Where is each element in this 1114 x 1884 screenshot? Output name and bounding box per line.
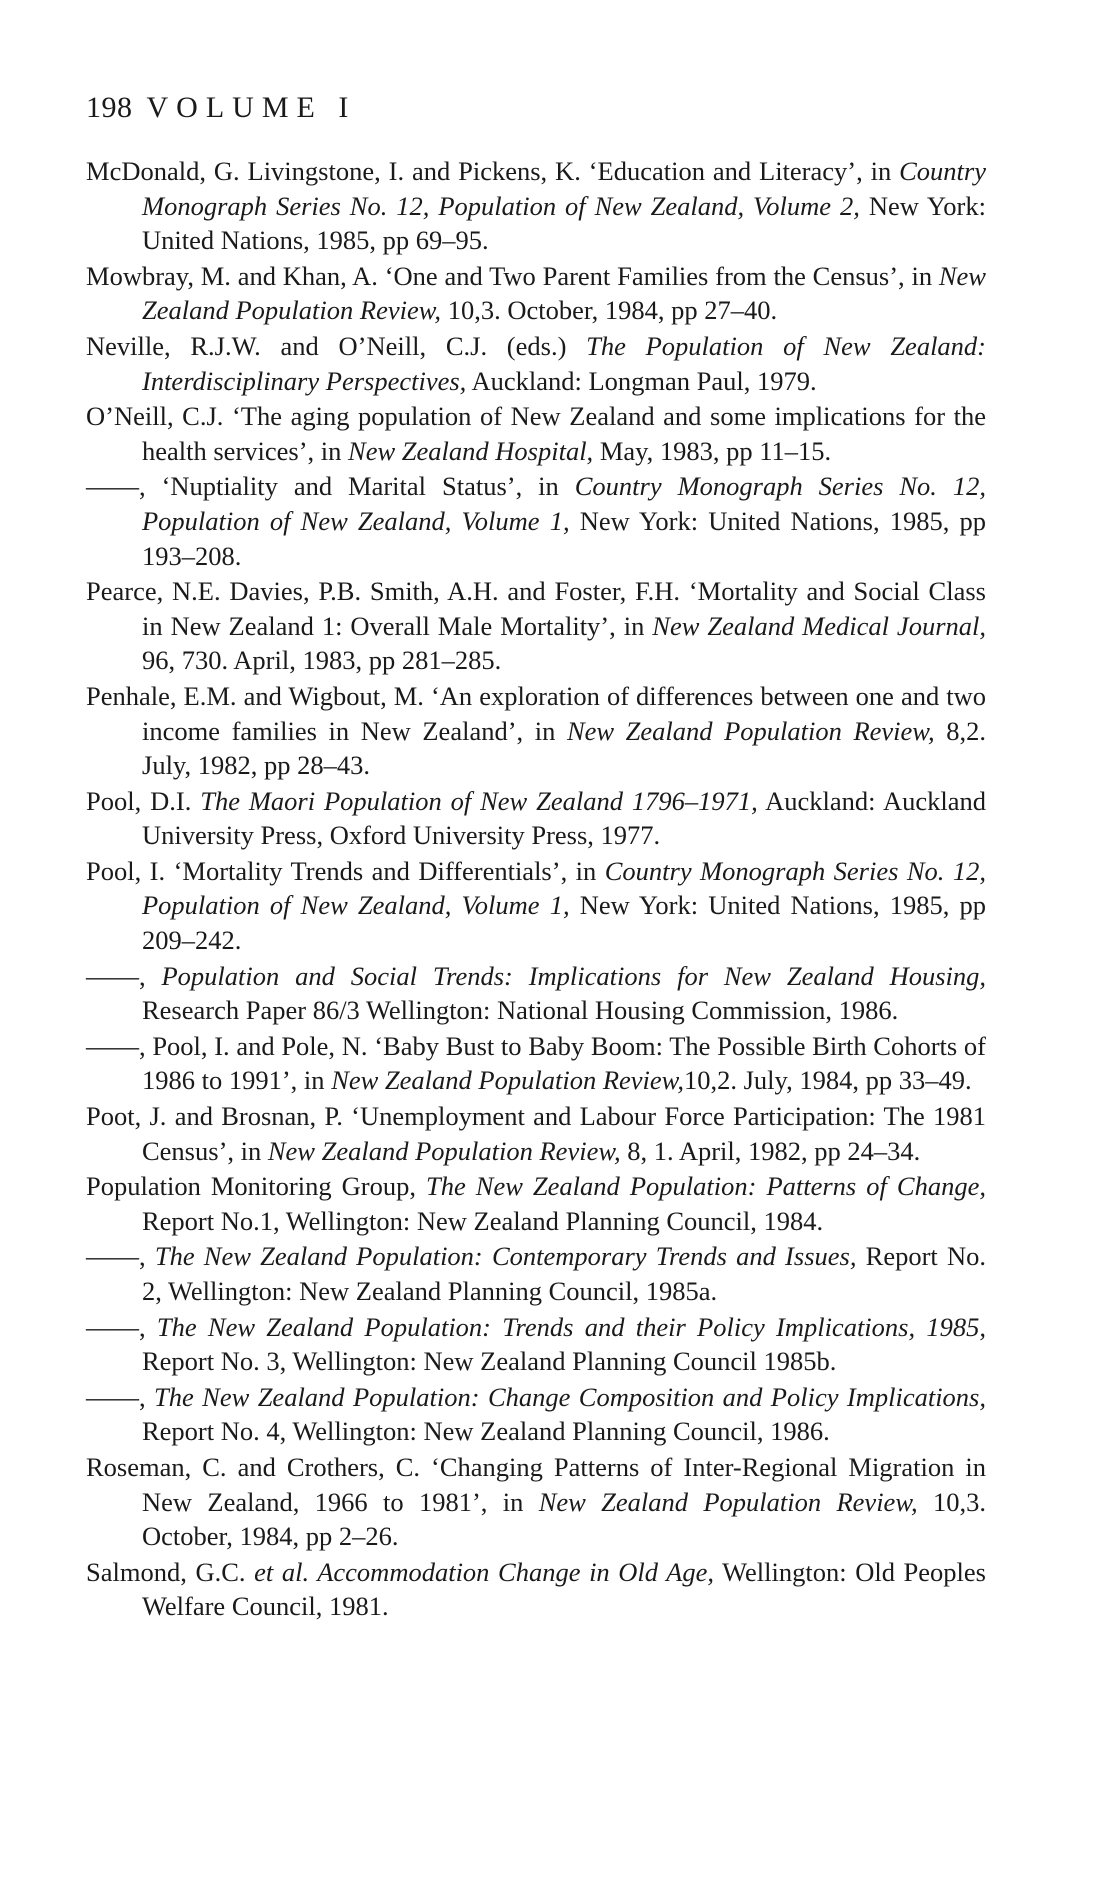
reference-entry [86,1380,986,1449]
reference-entry [86,329,986,398]
reference-entry [86,399,986,468]
reference-entry [86,1169,986,1238]
reference-title-italic: New Zealand Population Review, [142,260,986,326]
reference-text: Auckland: Auckland University Press, Oxford University Press, 1977. [142,785,986,851]
reference-entry [86,679,986,783]
reference-text: ——, Pool, I. and Pole, N. ‘Baby Bust to Baby Boom: The Possible Birth Cohorts of 1986 to 1991’, in [86,1030,986,1096]
reference-title-italic: New Zealand Population Review, [267,1135,621,1166]
reference-text: 10,2. July, 1984, pp 33–49. [683,1065,972,1096]
reference-text: Roseman, C. and Crothers, C. ‘Changing Patterns of Inter-Regional Migration in New Zealand, 1966 to 1981’, in [86,1451,986,1517]
document-page [86,88,986,1625]
reference-entry [86,154,986,258]
reference-text: May, 1983, pp 11–15. [593,435,832,466]
reference-entry [86,1239,986,1308]
reference-title-italic: The New Zealand Population: Contemporary Trends and Issues, [154,1241,857,1272]
reference-text: 10,3. October, 1984, pp 27–40. [441,295,778,326]
reference-title-italic: New Zealand Hospital, [348,435,594,466]
reference-entry [86,1310,986,1379]
reference-entry [86,469,986,573]
reference-title-italic: The Maori Population of New Zealand 1796–1971, [200,785,758,816]
reference-text: ——, [86,1311,157,1342]
reference-title-italic: New Zealand Population Review, [331,1065,684,1096]
reference-text: New York: United Nations, 1985, pp 209–242. [142,890,986,956]
reference-text: Penhale, E.M. and Wigbout, M. ‘An exploration of differences between one and two income families in New Zealand’, in [86,680,986,746]
reference-title-italic: Country Monograph Series No. 12, Population of New Zealand, Volume 1, [142,855,986,921]
reference-text: Population Monitoring Group, [86,1171,426,1202]
reference-text: Neville, R.J.W. and O’Neill, C.J. (eds.) [86,330,587,361]
reference-text: McDonald, G. Livingstone, I. and Pickens, K. ‘Education and Literacy’, in [86,156,900,186]
reference-title-italic: Population and Social Trends: Implications for New Zealand Housing, [161,960,987,991]
reference-title-italic: The New Zealand Population: Patterns of Change, [426,1171,986,1202]
reference-entry [86,1029,986,1098]
reference-entry [86,1555,986,1624]
reference-title-italic: New Zealand Medical Journal, [652,610,986,641]
reference-text: ——, [86,1381,155,1412]
reference-text: ——, [86,1241,155,1272]
running-head [86,88,986,128]
reference-text: Report No. 3, Wellington: New Zealand Planning Council 1985b. [142,1346,837,1377]
reference-text: 96, 730. April, 1983, pp 281–285. [142,645,502,676]
reference-text: Salmond, G.C. [86,1556,255,1587]
reference-text: 8,2. July, 1982, pp 28–43. [142,715,986,781]
reference-text: Pearce, N.E. Davies, P.B. Smith, A.H. and Foster, F.H. ‘Mortality and Social Class in New Zealand 1: Overall Male Mortality’, in [86,576,986,641]
reference-title-italic: Country Monograph Series No. 12, Population of New Zealand, Volume 1, [142,471,986,536]
reference-text: 8, 1. April, 1982, pp 24–34. [620,1135,921,1166]
reference-text: New York: United Nations, 1985, pp 69–95. [142,190,986,256]
reference-title-italic: The New Zealand Population: Change Composition and Policy Implications, [154,1381,986,1412]
reference-text: ——, [86,960,162,991]
reference-text: Mowbray, M. and Khan, A. ‘One and Two Parent Families from the Census’, in [86,260,939,291]
reference-title-italic: The Population of New Zealand: Interdisciplinary Perspectives, [142,330,987,396]
reference-text: 10,3. October, 1984, pp 2–26. [142,1486,986,1552]
reference-title-italic: et al. Accommodation Change in Old Age, [254,1556,714,1587]
page-number: 198 [86,91,133,124]
reference-text: O’Neill, C.J. ‘The aging population of New Zealand and some implications for the health services’, in [86,401,986,466]
reference-text: ——, ‘Nuptiality and Marital Status’, in [86,471,575,502]
reference-entry [86,784,986,853]
reference-text: Report No.1, Wellington: New Zealand Planning Council, 1984. [142,1205,824,1236]
reference-text: Auckland: Longman Paul, 1979. [466,365,817,396]
reference-entry [86,959,986,1028]
reference-text: Pool, D.I. [86,785,201,816]
reference-entry [86,259,986,328]
reference-title-italic: New Zealand Population Review, [566,715,935,746]
reference-list [86,154,986,1624]
reference-entry [86,854,986,958]
reference-text: Report No. 2, Wellington: New Zealand Planning Council, 1985a. [142,1241,987,1306]
reference-title-italic: Country Monograph Series No. 12, Population of New Zealand, Volume 2, [142,156,986,221]
reference-text: Pool, I. ‘Mortality Trends and Differentials’, in [86,855,605,886]
reference-title-italic: New Zealand Population Review, [538,1486,918,1517]
reference-text: Report No. 4, Wellington: New Zealand Planning Council, 1986. [142,1416,830,1447]
reference-text: Wellington: Old Peoples Welfare Council, 1981. [142,1556,986,1622]
reference-entry [86,1450,986,1554]
reference-entry [86,574,986,678]
reference-text: Research Paper 86/3 Wellington: National Housing Commission, 1986. [142,995,899,1026]
reference-entry [86,1099,986,1168]
reference-title-italic: The New Zealand Population: Trends and their Policy Implications, 1985, [156,1311,986,1342]
reference-text: New York: United Nations, 1985, pp 193–208. [142,505,986,571]
reference-text: Poot, J. and Brosnan, P. ‘Unemployment and Labour Force Participation: The 1981 Census’, in [86,1101,986,1166]
volume-label: VOLUME I [146,91,357,124]
